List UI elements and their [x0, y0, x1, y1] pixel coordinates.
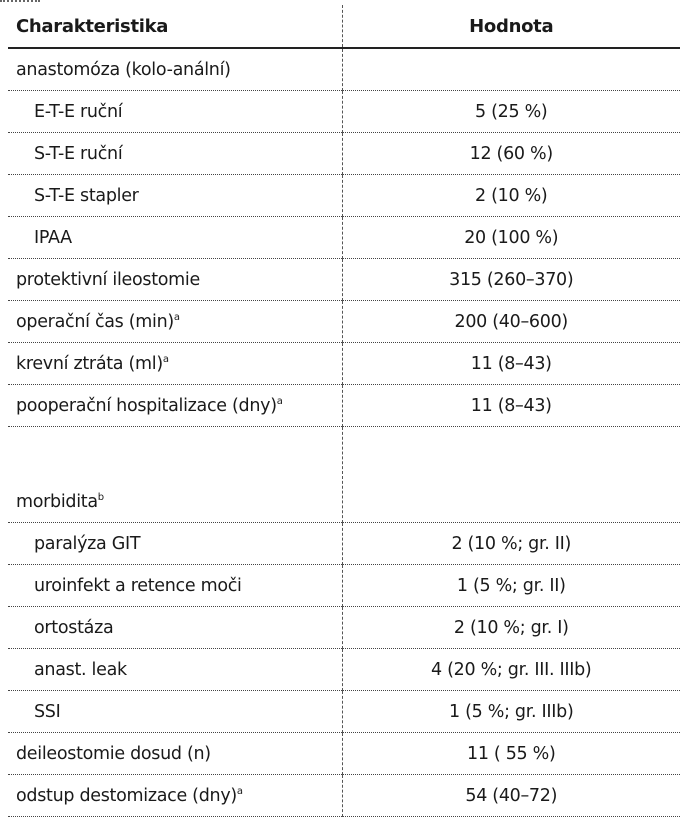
table-row — [8, 565, 680, 607]
row-value: 315 (260–370) — [342, 259, 680, 301]
row-value: 4 (20 %; gr. III. IIIb) — [342, 649, 680, 691]
table-header-row — [8, 5, 680, 48]
row-label-cell — [8, 48, 342, 91]
row-label-cell — [8, 385, 342, 427]
row-value: 11 (8–43) — [342, 385, 680, 427]
row-value: 2 (10 %; gr. I) — [342, 607, 680, 649]
row-label-cell — [8, 91, 342, 133]
row-label: ortostáza — [34, 617, 114, 638]
table-row — [8, 133, 680, 175]
row-label-cell — [8, 775, 342, 817]
row-value — [342, 48, 680, 91]
row-label-cell — [8, 565, 342, 607]
row-label: morbidita — [16, 492, 98, 512]
row-value: 5 (25 %) — [342, 91, 680, 133]
table-row — [8, 649, 680, 691]
table-row — [8, 48, 680, 91]
row-label-cell — [8, 427, 342, 523]
table-row — [8, 775, 680, 817]
row-label: krevní ztráta (ml) — [16, 353, 163, 374]
row-value: 11 (8–43) — [342, 343, 680, 385]
row-label-cell — [8, 175, 342, 217]
row-label-cell — [8, 607, 342, 649]
table-row — [8, 691, 680, 733]
table-row — [8, 733, 680, 775]
row-label: uroinfekt a retence moči — [34, 575, 242, 596]
row-label-cell — [8, 343, 342, 385]
table-row — [8, 343, 680, 385]
row-value: 11 ( 55 %) — [342, 733, 680, 775]
row-value: 2 (10 %; gr. II) — [342, 523, 680, 565]
row-value — [342, 427, 680, 523]
row-label-cell — [8, 523, 342, 565]
row-label: paralýza GIT — [34, 533, 141, 554]
table-row — [8, 607, 680, 649]
row-label-cell — [8, 133, 342, 175]
footnote-marker: a — [276, 395, 283, 407]
row-label: deileostomie dosud (n) — [16, 743, 211, 764]
table-row — [8, 427, 680, 523]
row-label-cell — [8, 301, 342, 343]
table-body — [8, 48, 680, 817]
row-value: 1 (5 %; gr. II) — [342, 565, 680, 607]
row-value: 200 (40–600) — [342, 301, 680, 343]
footnote-marker: a — [173, 311, 180, 323]
row-label: anast. leak — [34, 659, 127, 680]
row-label-cell — [8, 649, 342, 691]
row-label: S-T-E ruční — [34, 143, 123, 164]
table-row — [8, 385, 680, 427]
footnote-marker: b — [97, 492, 104, 503]
top-dotted-segment — [0, 0, 40, 4]
footnote-marker: a — [236, 785, 243, 797]
table-row — [8, 523, 680, 565]
table-row — [8, 217, 680, 259]
row-value: 20 (100 %) — [342, 217, 680, 259]
row-label: E-T-E ruční — [34, 101, 123, 122]
row-value: 1 (5 %; gr. IIIb) — [342, 691, 680, 733]
table-row — [8, 301, 680, 343]
row-label: protektivní ileostomie — [16, 269, 200, 290]
data-table — [8, 5, 680, 817]
row-value: 2 (10 %) — [342, 175, 680, 217]
row-value: 54 (40–72) — [342, 775, 680, 817]
row-value: 12 (60 %) — [342, 133, 680, 175]
table-row — [8, 91, 680, 133]
table-row — [8, 175, 680, 217]
row-label: anastomóza (kolo-anální) — [16, 59, 231, 80]
header-characteristic: Charakteristika — [8, 5, 342, 48]
header-value: Hodnota — [342, 5, 680, 48]
footnote-marker: a — [162, 353, 169, 365]
row-label: IPAA — [34, 227, 72, 248]
row-label-cell — [8, 259, 342, 301]
row-label-cell — [8, 217, 342, 259]
row-label-cell — [8, 691, 342, 733]
row-label: pooperační hospitalizace (dny) — [16, 395, 277, 416]
row-label: S-T-E stapler — [34, 185, 139, 206]
row-label: SSI — [34, 701, 61, 722]
row-label-cell — [8, 733, 342, 775]
table-row — [8, 259, 680, 301]
row-label: operační čas (min) — [16, 311, 174, 332]
row-label: odstup destomizace (dny) — [16, 785, 237, 806]
